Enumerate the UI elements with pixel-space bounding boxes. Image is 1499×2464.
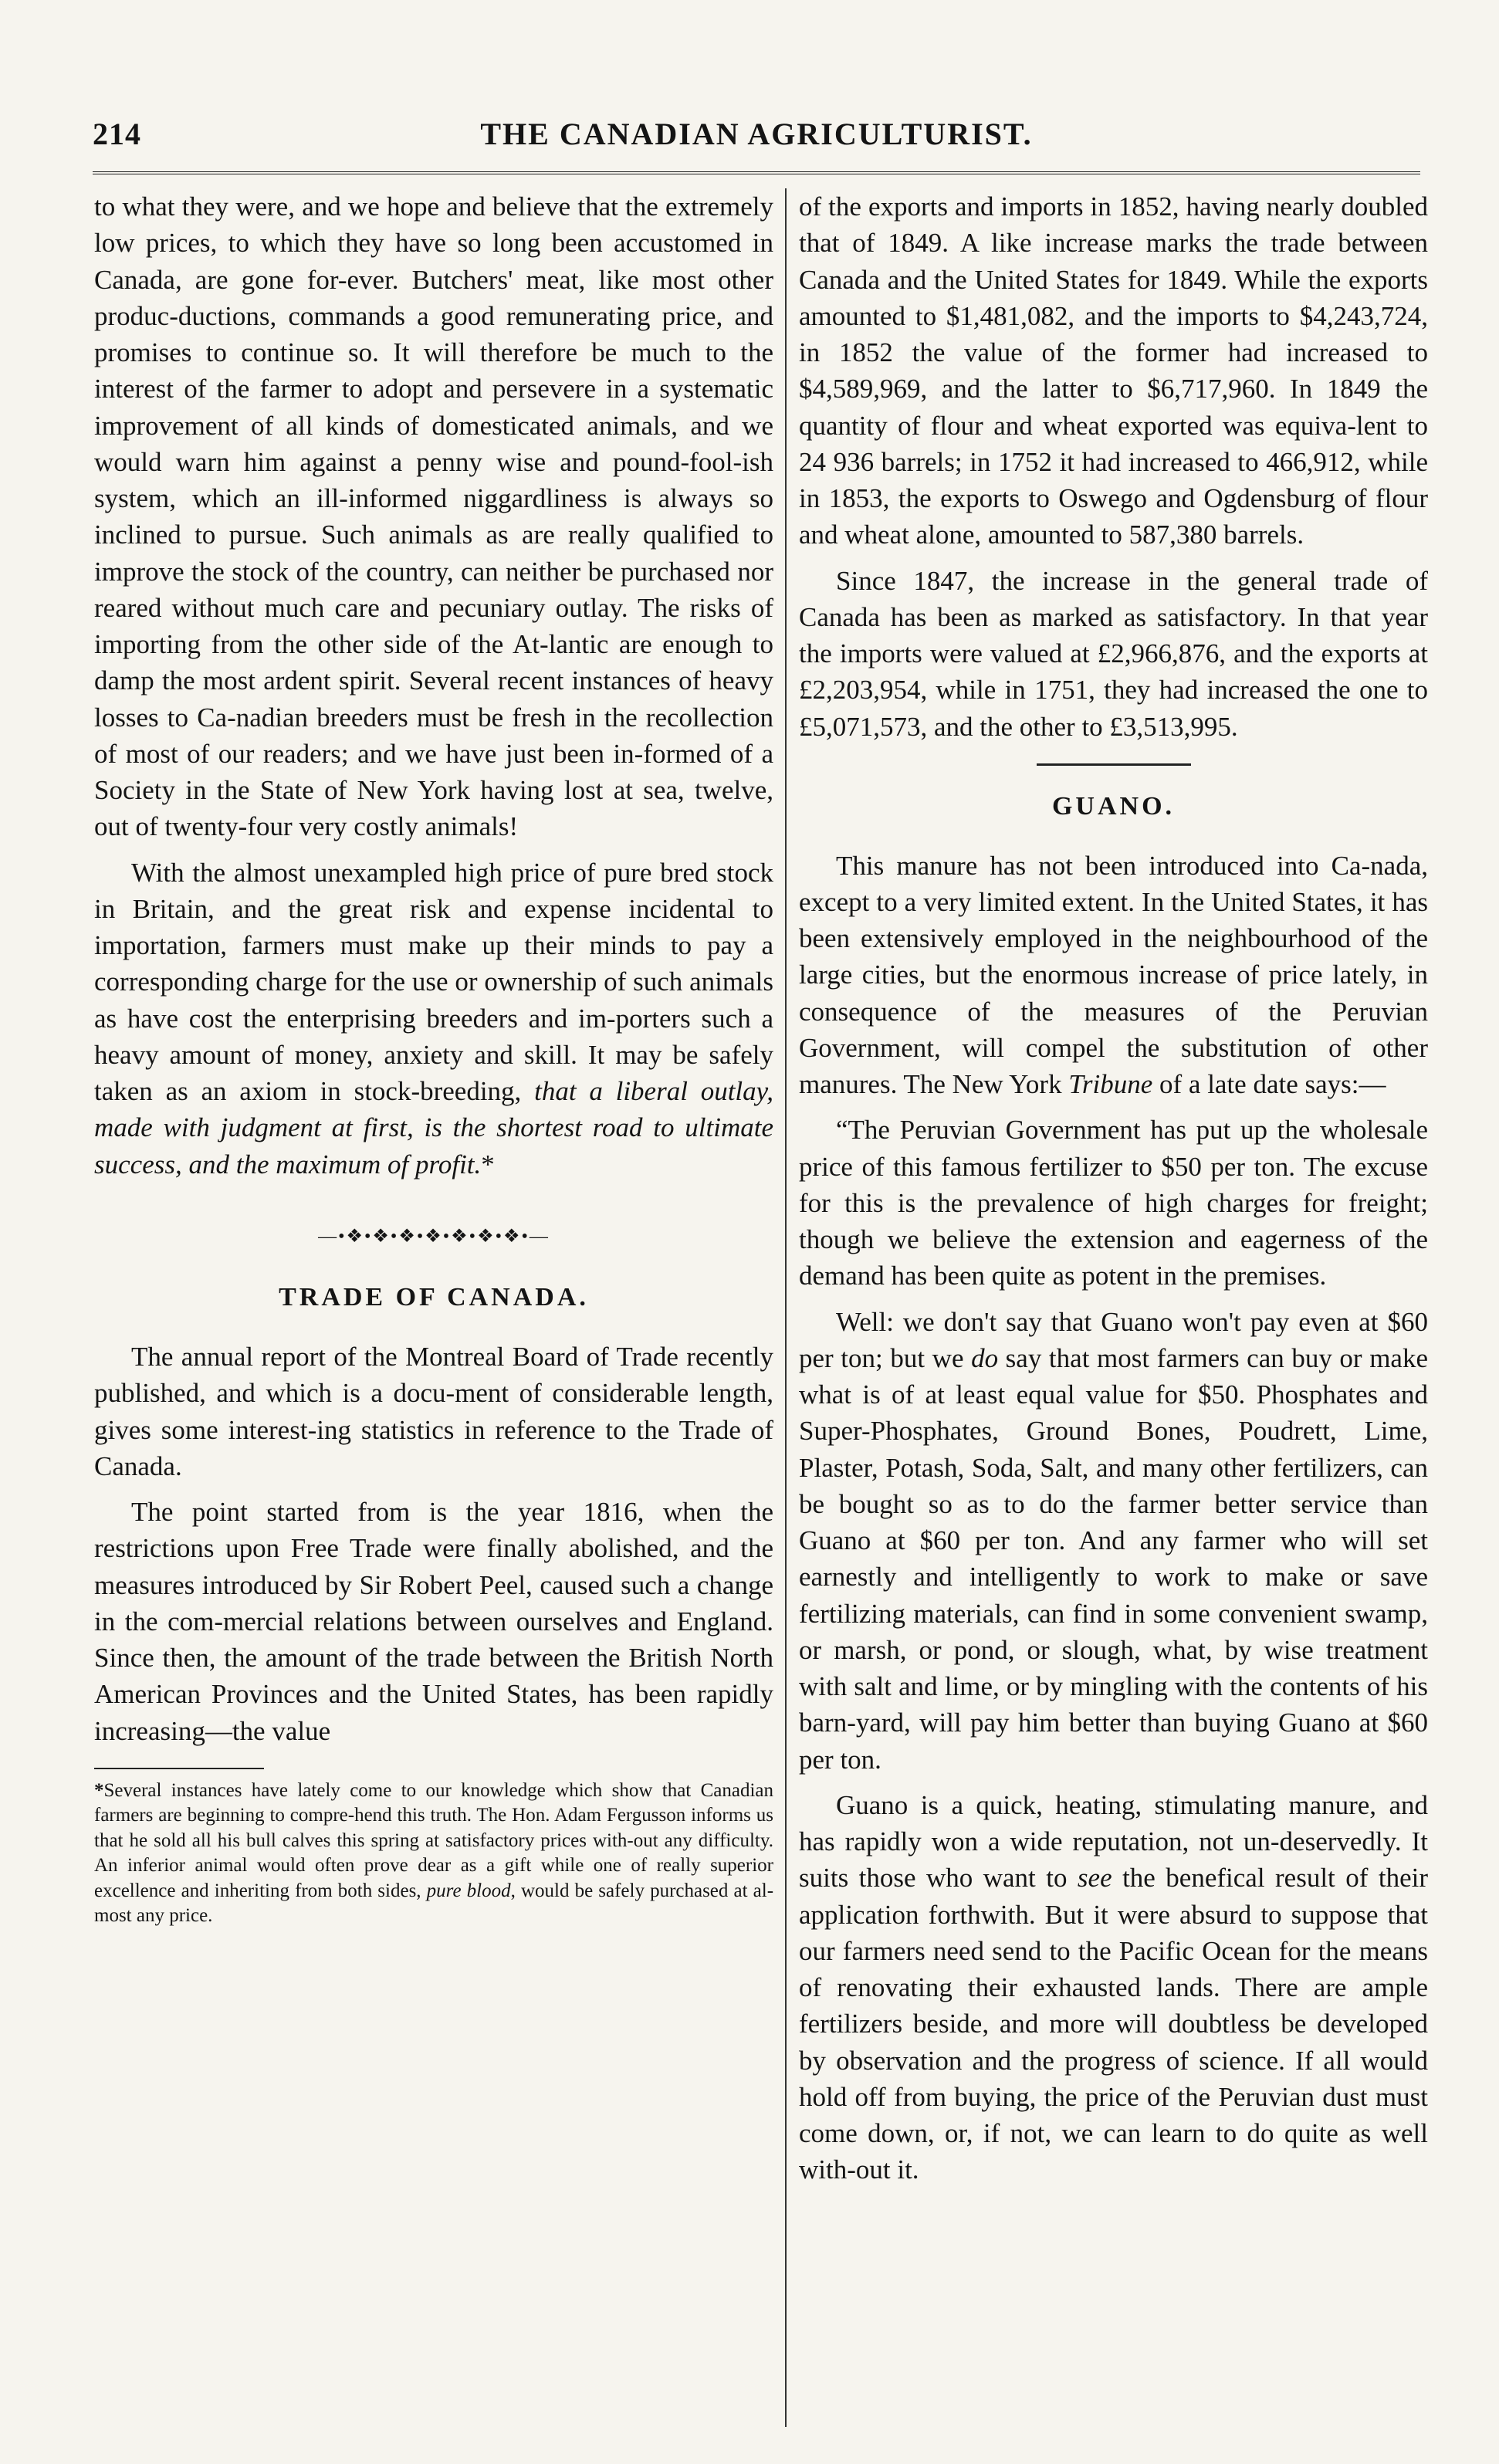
- right-paragraph-exports: of the exports and imports in 1852, having nearly doubled that of 1849. A like increase marks the trade between Canada and the United States for 1849. While the exports amounted to $1,481,082, and the imports to $4,243,724, in 1852 the value of the former had increased to $4,589,969, and the latter to $6,717,960. In 1849 the quantity of flour and wheat exported was equiva-lent to 24 936 barrels; in 1752 it had increased to 466,912, while in 1853, the exports to Oswego and Ogdensburg of flour and wheat alone, amounted to 587,380 barrels.: [799, 191, 1428, 550]
- well-text-b: say that most farmers can buy or make what is of at least equal value for $50. Phosphates and Super-Phosphates, Ground Bones, Poudrett, Lime, Plaster, Potash, Soda, Salt, and many other fertilizers, can be bought so as to do the farmer better service than Guano at $60 per ton. And any farmer who will set earnestly and intelligently to work to make or save fertilizing materials, can find in some convenient swamp, or marsh, or pond, or slough, what, by wise treatment with salt and lime, or by mingling with the contents of his barn-yard, will pay him better than buying Guano at $60 per ton.: [799, 1342, 1428, 1775]
- footnote-marker: *: [94, 1779, 104, 1801]
- left-paragraph-board-of-trade: The annual report of the Montreal Board of Trade recently published, and which is a docu-ment of considerable length, gives some interest-ing statistics in reference to the Trade of Canada.: [94, 1342, 773, 1481]
- stimulating-italic: see: [1077, 1863, 1112, 1894]
- left-paragraph-livestock: to what they were, and we hope and believe that the extremely low prices, to which they have so long been accustomed in Canada, are gone for-ever. Butchers' meat, like most other produc-ductions, commands a good remunerating price, and promises to continue so. It will therefore be much to the interest of the farmer to adopt and persevere in a systematic improvement of all kinds of domesticated animals, and we would warn him against a penny wise and pound-fool-ish system, which an ill-informed niggardliness is always so inclined to pursue. Such animals as are really qualified to improve the stock of the country, can neither be purchased nor reared without much care and pecuniary outlay. The risks of importing from the other side of the At-lantic are enough to damp the most ardent spirit. Several recent instances of heavy losses to Ca-nadian breeders must be fresh in the recollection of most of our readers; and we have just been in-formed of a Society in the State of New York having lost at sea, twelve, out of twenty-four very costly animals!: [94, 191, 773, 842]
- footnote: [94, 1779, 773, 1929]
- left-column: [94, 188, 773, 2435]
- footnote-italic: pure blood: [426, 1880, 511, 1901]
- left-paragraph-free-trade: The point started from is the year 1816, when the restrictions upon Free Trade were finally abolished, and the measures introduced by Sir Robert Peel, caused such a change in the com-mercial relations between ourselves and England. Since then, the amount of the trade between the British North American Provinces and the United States, has been rapidly increasing—the value: [94, 1497, 773, 1746]
- footnote-rule: [94, 1768, 264, 1769]
- left-paragraph-stock-breeding: [94, 855, 773, 1183]
- stimulating-text-a: Guano is a quick, heating, stimulating manure, and has rapidly won a wide reputation, not un-deservedly. It suits those who want to: [799, 1789, 1428, 1894]
- right-paragraph-general-trade: Since 1847, the increase in the general trade of Canada has been as marked as satisfactory. In that year the imports were valued at £2,966,876, and the exports at £2,203,954, while in 1751, they had increased the one to £5,071,573, and the other to £3,513,995.: [799, 565, 1428, 742]
- guano-intro-tail: of a late date says:—: [1152, 1069, 1386, 1100]
- stimulating-text-b: the benefical result of their application forthwith. But it were absurd to suppose that our farmers need send to the Pacific Ocean for the means of renovating their exhausted lands. There are ample fertilizers beside, and more will doubtless be developed by observation and the progress of science. If all would hold off from buying, the price of the Peruvian dust must come down, or, if not, we can learn to do quite as well with-out it.: [799, 1863, 1428, 2185]
- right-paragraph-well: [799, 1304, 1428, 1778]
- page-header: [93, 116, 1420, 162]
- right-paragraph-guano-intro: [799, 848, 1428, 1103]
- tribune-italic: Tribune: [1068, 1069, 1153, 1100]
- right-paragraph-peruvian-quote: “The Peruvian Government has put up the wholesale price of this famous fertilizer to $50 per ton. The excuse for this is the prevalence of high charges for freight; though we believe the extension and eagerness of the demand has been quite as potent in the premises.: [799, 1115, 1428, 1291]
- right-paragraph-guano-stimulating: [799, 1787, 1428, 2188]
- footnote-reference: *: [481, 1149, 495, 1180]
- column-divider: [785, 188, 787, 2427]
- section-ornament: —•❖•❖•❖•❖•❖•❖•❖•—: [318, 1226, 550, 1247]
- well-italic: do: [971, 1342, 999, 1373]
- stock-breeding-text: With the almost unexampled high price of pure bred stock in Britain, and the great risk and expense incidental to importation, farmers must make up their minds to pay a corresponding charge for the use or ownership of such animals as have cost the enterprising breeders and im-porters such a heavy amount of money, anxiety and skill. It may be safely taken as an axiom in stock-breeding,: [94, 857, 773, 1106]
- footnote-text-a: Several instances have lately come to our knowledge which show that Canadian farmers are beginning to compre-hend this truth. The Hon. Adam Fergusson informs us that he sold all his bull calves this spring at satisfactory prices with-out any difficulty. An inferior animal would often prove dear as a gift while one of really superior excellence and inheriting from both sides,: [94, 1779, 773, 1901]
- heading-trade-of-canada: TRADE OF CANADA.: [279, 1283, 589, 1312]
- guano-intro-text: This manure has not been introduced into Ca-nada, except to a very limited extent. In the United States, it has been extensively employed in the neighbourhood of the large cities, but the enormous increase of price lately, in consequence of the measures of the Peruvian Government, will compel the substitution of other manures. The New York: [799, 850, 1428, 1100]
- right-column: [799, 188, 1428, 2435]
- footnote-text-b: , would be safely purchased at al-most any price.: [94, 1880, 773, 1927]
- well-text-a: Well: we don't say that Guano won't pay even at $60 per ton; but we: [799, 1306, 1428, 1373]
- header-rule: [93, 171, 1420, 174]
- heading-guano: GUANO.: [1051, 791, 1176, 821]
- section-rule: [1037, 763, 1191, 766]
- page-number: 214: [93, 117, 141, 151]
- running-head: THE CANADIAN AGRICULTURIST.: [480, 117, 1033, 151]
- stock-breeding-axiom: that a liberal outlay, made with judgment at first, is the shortest road to ultimate success, and the maximum of profit.: [94, 1076, 773, 1180]
